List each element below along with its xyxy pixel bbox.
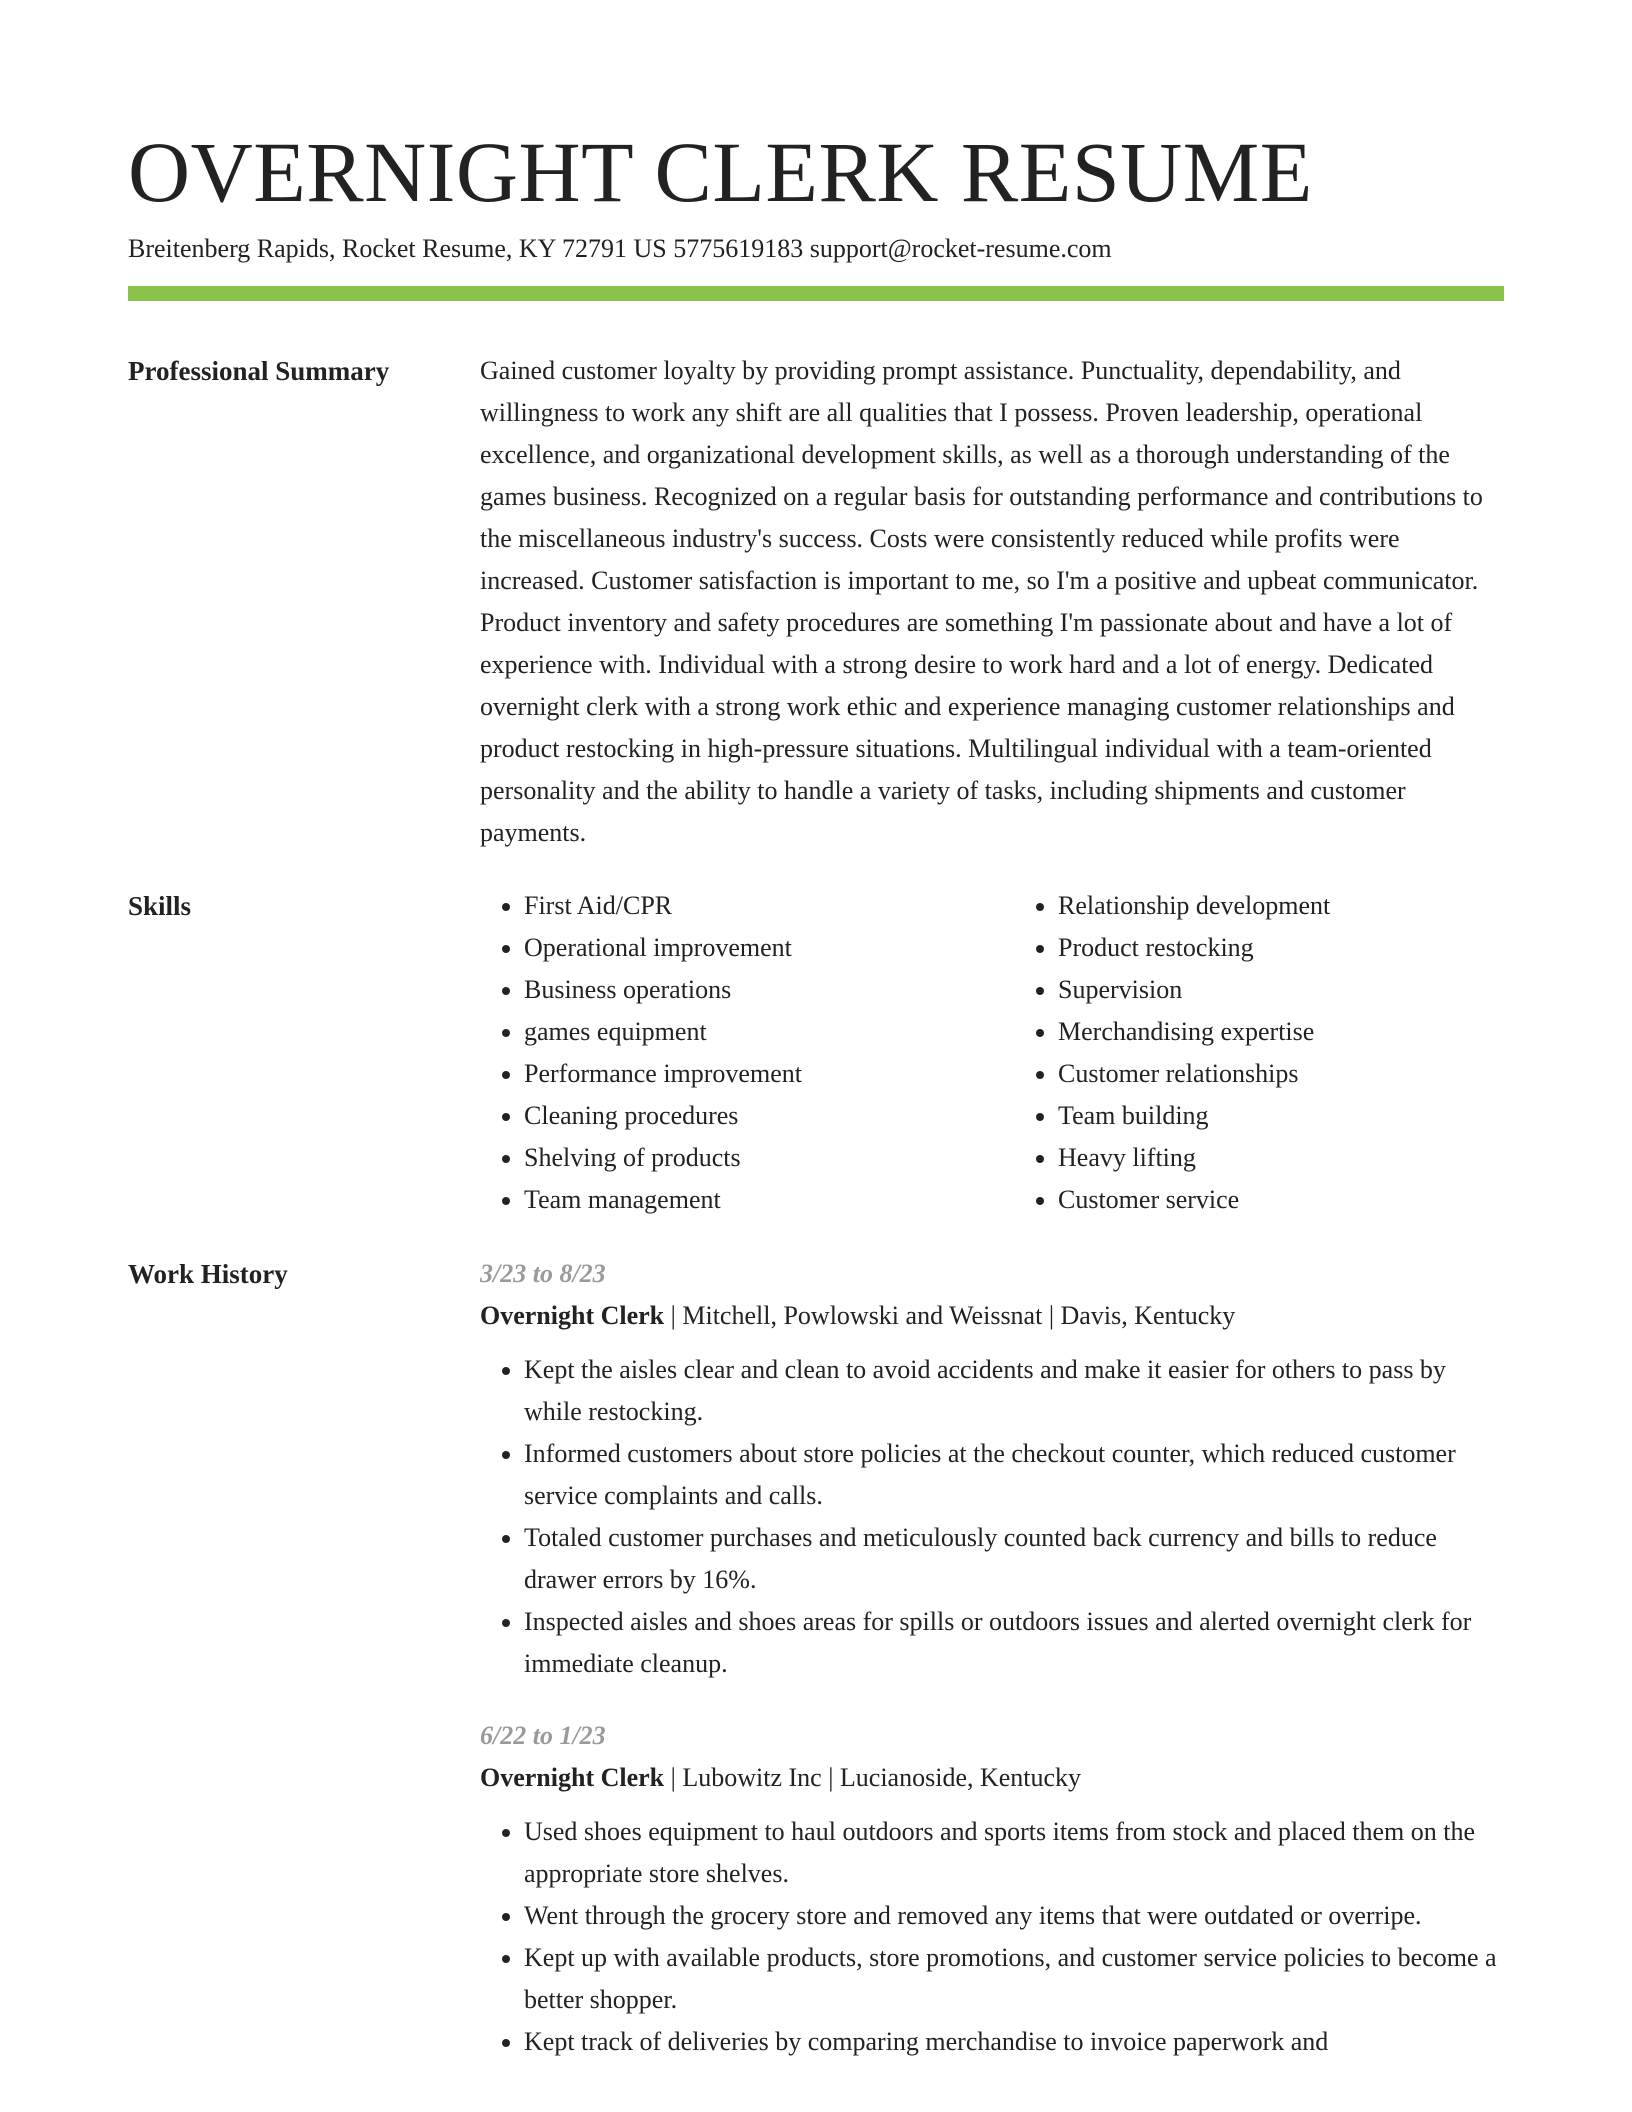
job-bullet: • Kept up with available products, store promotions, and customer service policies to become a better shopper. [524, 1937, 1504, 2021]
job-entry [480, 1253, 1504, 1685]
skill-item: • Operational improvement [524, 927, 970, 969]
job-dates: 3/23 to 8/23 [480, 1259, 606, 1288]
job-details: | Mitchell, Powlowski and Weissnat | Davis, Kentucky [664, 1301, 1236, 1330]
skill-item: • Shelving of products [524, 1137, 970, 1179]
job-bullet: • Went through the grocery store and removed any items that were outdated or overripe. [524, 1895, 1504, 1937]
job-bullets [480, 1811, 1504, 2063]
job-title-line [480, 1757, 1504, 1799]
skill-item: • Team building [1058, 1095, 1504, 1137]
summary-text: Gained customer loyalty by providing prompt assistance. Punctuality, dependability, and willingness to work any shift are all qualities that I possess. Proven leadership, operational excellence, and organizational development skills, as well as a thorough understanding of the games business. Recognized on a regular basis for outstanding performance and contributions to the miscellaneous industry's success. Costs were consistently reduced while profits were increased. Customer satisfaction is important to me, so I'm a positive and upbeat communicator. Product inventory and safety procedures are something I'm passionate about and have a lot of experience with. Individual with a strong desire to work hard and a lot of energy. Dedicated overnight clerk with a strong work ethic and experience managing customer relationships and product restocking in high-pressure situations. Multilingual individual with a team-oriented personality and the ability to handle a variety of tasks, including shipments and customer payments. [480, 356, 1483, 847]
work-history-label: Work History [128, 1259, 288, 1289]
job-bullet: • Totaled customer purchases and meticulously counted back currency and bills to reduce drawer errors by 16%. [524, 1517, 1504, 1601]
contact-line: Breitenberg Rapids, Rocket Resume, KY 72791 US 5775619183 support@rocket-resume.com [128, 234, 1112, 263]
skill-item: • Supervision [1058, 969, 1504, 1011]
skill-item: • Customer service [1058, 1179, 1504, 1221]
accent-divider [128, 286, 1504, 301]
job-bullet: • Kept track of deliveries by comparing merchandise to invoice paperwork and [524, 2021, 1504, 2063]
job-details: | Lubowitz Inc | Lucianoside, Kentucky [664, 1763, 1082, 1792]
skill-item: • Performance improvement [524, 1053, 970, 1095]
work-history-body [480, 1253, 1504, 2093]
skill-item: • Heavy lifting [1058, 1137, 1504, 1179]
job-title: Overnight Clerk [480, 1301, 665, 1330]
skills-label: Skills [128, 891, 192, 921]
skill-item: • First Aid/CPR [524, 885, 970, 927]
skill-item: • Customer relationships [1058, 1053, 1504, 1095]
skill-item: • Merchandising expertise [1058, 1011, 1504, 1053]
job-dates: 6/22 to 1/23 [480, 1721, 606, 1750]
skills-list-left [480, 885, 970, 1221]
job-title: Overnight Clerk [480, 1763, 665, 1792]
skills-columns [480, 885, 1504, 1221]
job-bullets [480, 1349, 1504, 1685]
job-bullet: • Inspected aisles and shoes areas for spills or outdoors issues and alerted overnight clerk for immediate cleanup. [524, 1601, 1504, 1685]
skill-item: • Cleaning procedures [524, 1095, 970, 1137]
summary-body [480, 350, 1504, 854]
job-entry [480, 1715, 1504, 2063]
skills-body [480, 885, 1504, 1221]
job-bullet: • Kept the aisles clear and clean to avoid accidents and make it easier for others to pass by while restocking. [524, 1349, 1504, 1433]
skill-item: • Product restocking [1058, 927, 1504, 969]
skills-list-right [1014, 885, 1504, 1221]
job-bullet: • Used shoes equipment to haul outdoors and sports items from stock and placed them on the appropriate store shelves. [524, 1811, 1504, 1895]
resume-title: OVERNIGHT CLERK RESUME [128, 124, 1313, 220]
skill-item: • Relationship development [1058, 885, 1504, 927]
summary-label: Professional Summary [128, 356, 390, 386]
skill-item: • Business operations [524, 969, 970, 1011]
job-title-line [480, 1295, 1504, 1337]
job-bullet: • Informed customers about store policies at the checkout counter, which reduced customer service complaints and calls. [524, 1433, 1504, 1517]
skill-item: • Team management [524, 1179, 970, 1221]
skill-item: • games equipment [524, 1011, 970, 1053]
